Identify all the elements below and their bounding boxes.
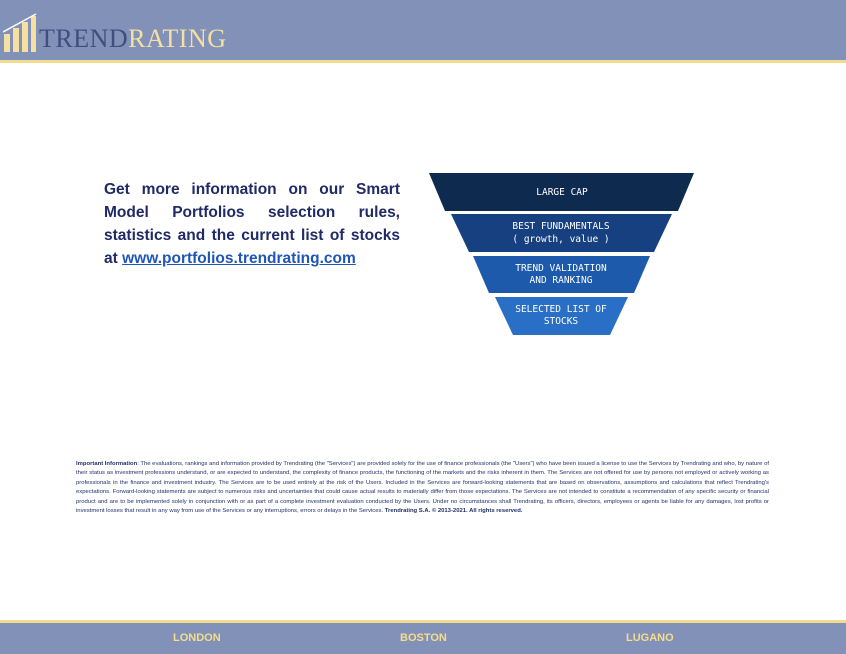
disclaimer-body: : The evaluations, rankings and information provided by Trendrating (the "Services") are provided solely for the use of finance professionals (the "Users") who have been issued a license to use the Services by Trendrating and who, by nature of their status as investment professions understand, or are expected to understand, the complexity of finance products, the functioning of the markets and the risks inherent in them. The Services are not offered for use by persons not employed or actively working as professionals in the finance and investment industry. The Services are to be used entirely at the risk of the Users. Included in the Services are forward-looking statements that are based on observations, assumptions and calculations that reflect Trendrating's expectations. Forward-looking statements are subject to numerous risks and uncertainties that could cause actual results to materially differ from those expectations. The Services are not intended to constitute a recommendation of any specific security or financial product and are to be implemented solely in conjunction with or as part of a complete investment evaluation conducted by the Users. Under no circumstances shall Trendrating, its officers, directors, employees or agents be liable for any damages, lost profits or investment losses that result in any way from use of the Services or any interruptions, errors or delays in the Services.	[76, 461, 769, 515]
funnel-level-4-label-line1: SELECTED LIST OF	[515, 304, 607, 315]
funnel-level-2-label-line2: ( growth, value )	[512, 234, 610, 245]
funnel-level-2-shape	[451, 214, 672, 252]
header-accent-line	[0, 60, 846, 63]
logo-part-1: TREND	[39, 24, 129, 53]
funnel-level-3-label-line2: AND RANKING	[529, 275, 593, 286]
funnel-level-3-label-line1: TREND VALIDATION	[515, 263, 607, 274]
footer-city-london: LONDON	[173, 632, 221, 644]
logo-bars-icon	[3, 12, 37, 52]
promo-text-block	[104, 178, 400, 270]
disclaimer-copyright: Trendrating S.A. © 2013-2021. All rights reserved.	[384, 508, 523, 515]
selection-funnel	[428, 172, 696, 337]
footer-city-lugano: LUGANO	[626, 632, 674, 644]
logo-part-2: RATING	[128, 24, 227, 53]
funnel-level-4-label-line2: STOCKS	[543, 316, 579, 327]
important-information-disclaimer	[76, 460, 769, 516]
disclaimer-lead: Important Information	[76, 461, 138, 467]
funnel-level-2-label-line1: BEST FUNDAMENTALS	[512, 221, 610, 232]
portfolios-link[interactable]: www.portfolios.trendrating.com	[122, 250, 356, 267]
footer-bar	[0, 623, 846, 654]
promo-text: Get more information on our Smart Model Portfolios selection rules, statistics and the current list of stocks at	[104, 181, 400, 267]
logo-wordmark	[39, 26, 227, 52]
header-bar	[0, 0, 846, 60]
funnel-level-1-label: LARGE CAP	[536, 187, 588, 198]
footer-city-boston: BOSTON	[400, 632, 447, 644]
